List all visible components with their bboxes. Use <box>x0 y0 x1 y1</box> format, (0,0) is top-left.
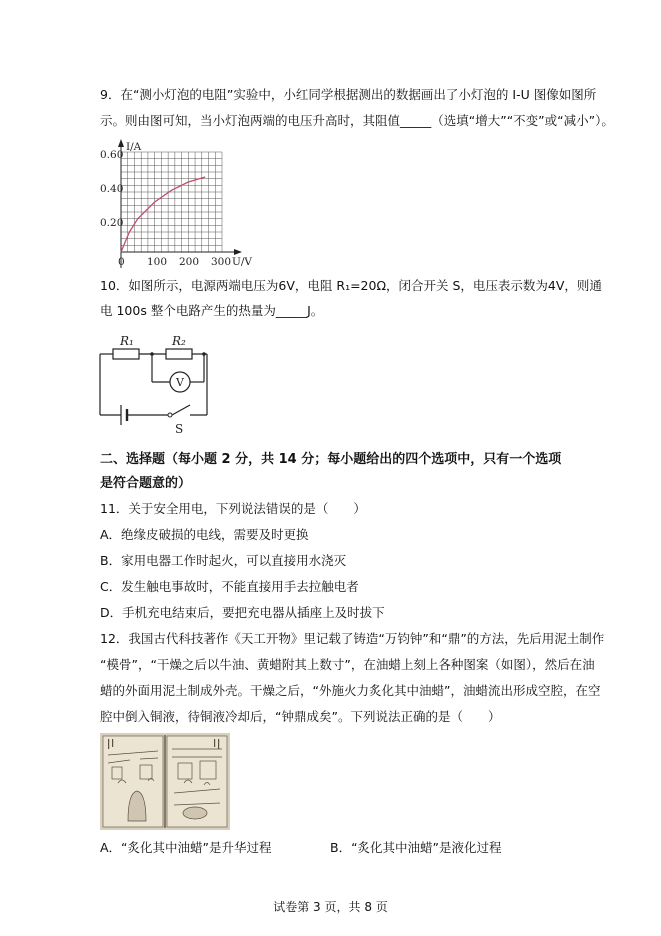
switch-label: S <box>175 422 184 436</box>
y-tick-label: 0.20 <box>100 217 124 229</box>
q12-line-2: “模骨”，“干燥之后以牛油、黄蜡附其上数寸”，在油蜡上刻上各种图案（如图），然后在油 <box>100 657 595 672</box>
switch-pivot <box>168 413 172 417</box>
q9-line-1: 9．在“测小灯泡的电阻”实验中，小红同学根据测出的数据画出了小灯泡的 I-U 图像如图所 <box>100 87 597 102</box>
origin-label: 0 <box>118 256 125 268</box>
y-axis-label: I/A <box>126 141 142 153</box>
q12-line-4: 腔中倒入铜液，待铜液冷却后，“钟鼎成矣”。下列说法正确的是（ ） <box>100 709 501 724</box>
x-tick-label: 100 <box>147 256 168 268</box>
q12-option-a: A．“炙化其中油蜡”是升华过程 <box>100 840 272 855</box>
x-axis-label: U/V <box>232 256 252 268</box>
q11-option-b: B．家用电器工作时起火，可以直接用水浇灭 <box>100 553 347 568</box>
x-tick-label: 300 <box>211 256 232 268</box>
q11-stem: 11．关于安全用电，下列说法错误的是（ ） <box>100 501 366 516</box>
node-dot <box>202 352 206 356</box>
q12-line-3: 蜡的外面用泥土制成外壳。干燥之后，“外施火力炙化其中油蜡”，油蜡流出形成空腔，在空 <box>100 683 601 698</box>
q9-line-2: 示。则由图可知，当小灯泡两端的电压升高时，其阻值_____（选填“增大”“不变”或“减小”）。 <box>100 113 614 128</box>
node-dot <box>150 352 154 356</box>
q11-option-a: A．绝缘皮破损的电线，需要及时更换 <box>100 527 309 542</box>
r1-label: R₁ <box>120 334 134 348</box>
q12-option-b: B．“炙化其中油蜡”是液化过程 <box>330 840 502 855</box>
ancient-book-illustration <box>100 733 230 830</box>
section-heading-line-2: 是符合题意的） <box>100 476 192 491</box>
y-tick-label: 0.60 <box>100 149 124 161</box>
q12-line-1: 12．我国古代科技著作《天工开物》里记载了铸造“万钧钟”和“鼎”的方法，先后用泥土制作 <box>100 631 605 646</box>
q11-option-d: D．手机充电结束后，要把充电器从插座上及时拔下 <box>100 605 385 620</box>
y-tick-label: 0.40 <box>100 183 124 195</box>
q10-line-1: 10．如图所示，电源两端电压为6V，电阻 R₁=20Ω，闭合开关 S，电压表示数为4V，则通 <box>100 278 602 293</box>
voltmeter-label: V <box>176 376 184 389</box>
page-footer: 试卷第 3 页，共 8 页 <box>273 900 388 914</box>
switch-blade <box>172 405 190 415</box>
q11-option-c: C．发生触电事故时，不能直接用手去拉触电者 <box>100 579 359 594</box>
section-heading-line-1: 二、选择题（每小题 2 分，共 14 分；每小题给出的四个选项中，只有一个选项 <box>100 452 562 467</box>
resistor-r1 <box>113 349 139 359</box>
resistor-r2 <box>166 349 192 359</box>
r2-label: R₂ <box>172 334 186 348</box>
x-tick-label: 200 <box>179 256 200 268</box>
q10-line-2: 电 100s 整个电路产生的热量为_____J。 <box>100 303 324 318</box>
